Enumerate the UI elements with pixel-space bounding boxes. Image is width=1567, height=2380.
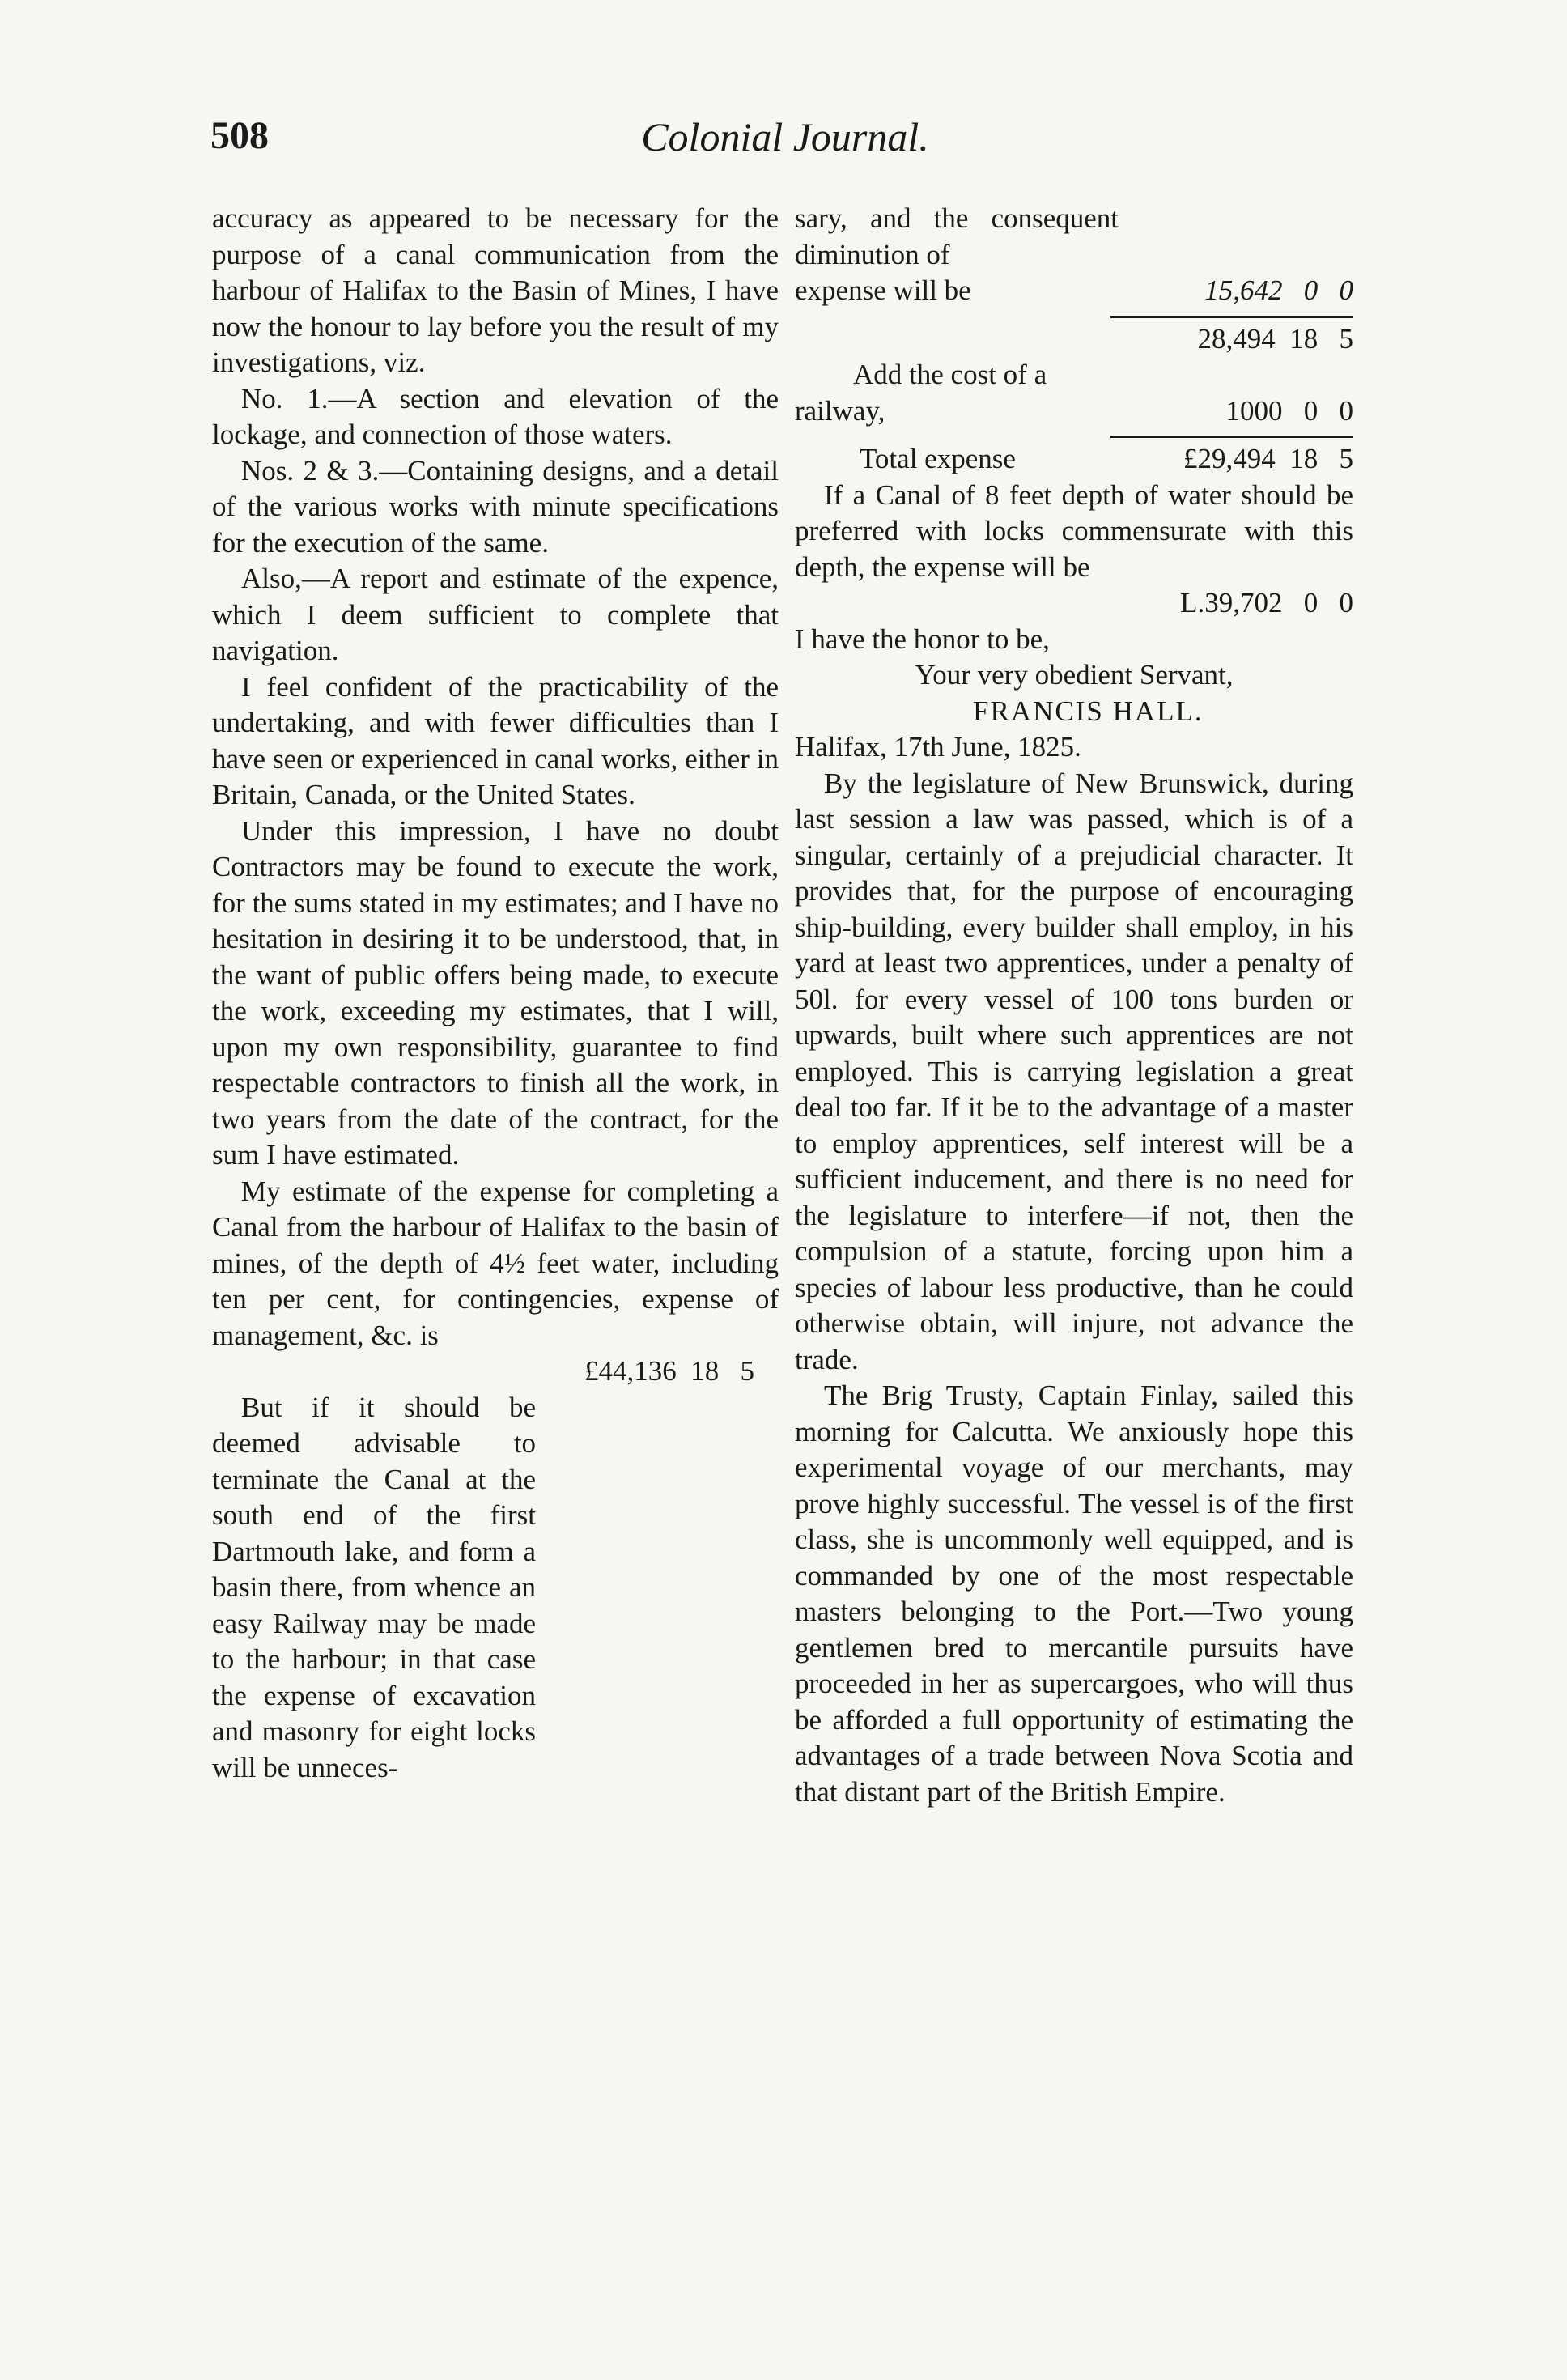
page-number: 508 <box>210 114 269 157</box>
total-row <box>795 441 1353 478</box>
railway-label: railway, <box>795 394 885 427</box>
add-railway-row-1 <box>795 357 1353 393</box>
eight-feet-amount-row <box>795 585 1353 622</box>
paragraph-impression: Under this impression, I have no doubt Contractors may be found to execute the work, for the sums stated in my estimates; and I have no hesitation in desiring it to be understood, that, in the want of public offers being made, to execute the work, exceeding my estimates, that I will, upon my own responsibility, guarantee to find respectable contractors to finish all the work, in two years from the date of the contract, for the sum I have estimated. <box>212 814 779 1171</box>
paragraph-items-2-3: Nos. 2 & 3.—Containing designs, and a detail of the various works with minute specifications for the execution of the same. <box>212 454 779 559</box>
railway-amount: 1000 0 0 <box>1225 394 1353 427</box>
running-head-title: Colonial Journal. <box>641 114 929 159</box>
paragraph-estimate: My estimate of the expense for completing a Canal from the harbour of Halifax to the basin of mines, of the depth of 4½ feet water, including ten per cent, for contingencies, expense of management, &c. is <box>212 1175 779 1351</box>
estimate-amount: £44,136 18 5 <box>584 1355 754 1387</box>
closing-line-2: Your very obedient Servant, <box>915 659 1234 691</box>
sum-rule-1 <box>1110 316 1353 318</box>
paragraph-confident: I feel confident of the practicability of the undertaking, and with fewer difficulties than I have seen or experienced in canal works, either in Britain, Canada, or the United States. <box>212 670 779 810</box>
paragraph-item-1: No. 1.—A section and elevation of the lockage, and connection of those waters. <box>212 382 779 450</box>
subtotal-amount: 28,494 18 5 <box>1197 322 1353 355</box>
paragraph-also: Also,—A report and estimate of the expence, which I deem sufficient to complete that navigation. <box>212 563 779 666</box>
total-amount: £29,494 18 5 <box>1183 443 1353 474</box>
paragraph-eight-feet: If a Canal of 8 feet depth of water should be preferred with locks commensurate with this depth, the expense will be <box>795 478 1353 583</box>
paragraph-new-brunswick: By the legislature of New Brunswick, during last session a law was passed, which is of a singular, certainly of a prejudicial character. It provides that, for the purpose of encouraging ship-building, every builder shall employ, in his yard at least two apprentices, under a penalty of 50l. for every vessel of 100 tons burden or upwards, built where such apprentices are not employed. This is carrying legislation a great deal too far. If it be to the advantage of a master to employ apprentices, self interest will be a sufficient inducement, and there is no need for the legislature to interfere—if not, then the compulsion of a statute, forcing upon him a species of labour less productive, than he could otherwise obtain, will injure, not advance the trade. <box>795 767 1353 1375</box>
paragraph-but-if: But if it should be deemed advisable to terminate the Canal at the south end of the first Dartmouth lake, and form a basin there, from whence an easy Railway may be made to the harbour; in that case the expense of excavation and masonry for eight locks will be unneces- <box>212 1391 536 1783</box>
add-railway-row-2 <box>795 393 1353 430</box>
eight-feet-amount: L.39,702 0 0 <box>1180 587 1353 618</box>
diminution-text: sary, and the consequent diminution of <box>795 202 1119 270</box>
paragraph-continued: accuracy as appeared to be necessary for the purpose of a canal communication from the harbour of Halifax to the Basin of Mines, I have now the honour to lay before you the result of my investigations, viz. <box>212 202 779 378</box>
page-header <box>210 113 1360 186</box>
diminution-row <box>795 273 1353 309</box>
diminution-label: expense will be <box>795 274 971 306</box>
diminution-amount: 15,642 0 0 <box>1204 274 1353 306</box>
paragraph-brig-trusty: The Brig Trusty, Captain Finlay, sailed this morning for Calcutta. We anxiously hope this experimental voyage of our merchants, may prove highly successful. The vessel is of the first class, she is uncommonly well equipped, and is commanded by one of the most respectable masters belonging to the Port.—Two young gentlemen bred to mercantile pursuits have proceeded in her as supercargoes, who will thus be afforded a full opportunity of estimating the advantages of a trade between Nova Scotia and that distant part of the British Empire. <box>795 1379 1353 1808</box>
subtotal-row <box>795 321 1353 358</box>
left-column <box>212 201 779 1786</box>
add-railway-label: Add the cost of a <box>853 359 1047 390</box>
closing-line-1: I have the honor to be, <box>795 623 1050 655</box>
signature-name: FRANCIS HALL. <box>973 695 1204 727</box>
right-column <box>795 201 1353 1810</box>
sum-rule-2 <box>1110 436 1353 438</box>
total-label: Total expense <box>860 443 1016 474</box>
dateline: Halifax, 17th June, 1825. <box>795 731 1081 763</box>
